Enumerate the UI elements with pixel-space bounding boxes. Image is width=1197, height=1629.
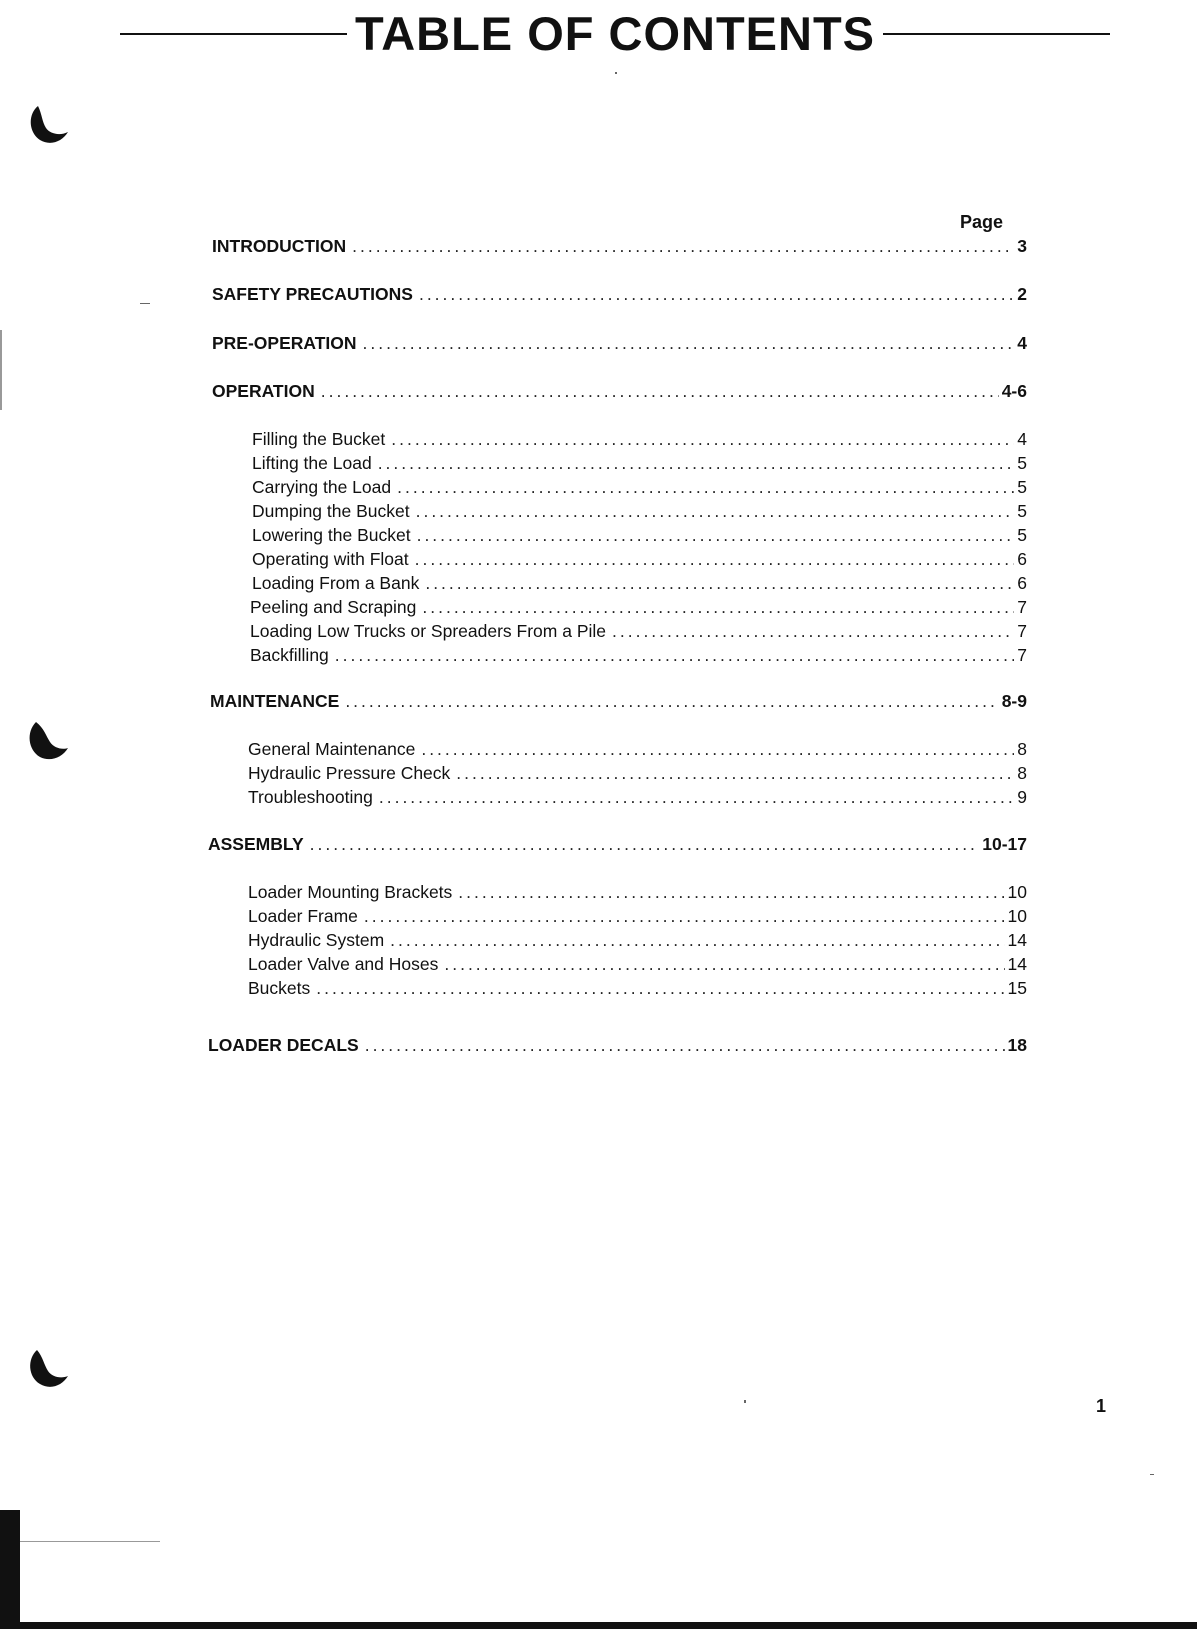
scan-line — [20, 1541, 160, 1542]
toc-leader-dots — [321, 380, 999, 402]
toc-leader-dots — [397, 476, 1014, 498]
toc-leader-dots — [417, 524, 1015, 546]
toc-entry-label: Loading From a Bank — [252, 573, 420, 593]
toc-leader-dots — [364, 905, 1005, 927]
toc-entry-operation[interactable] — [212, 380, 1027, 402]
toc-entry-label: Backfilling — [250, 645, 329, 665]
toc-entry-page: 14 — [1007, 954, 1027, 974]
toc-entry-page: 14 — [1007, 930, 1027, 950]
toc-entry-label: Carrying the Load — [252, 477, 392, 497]
scan-speck — [744, 1400, 746, 1403]
toc-entry-safety-precautions[interactable] — [212, 283, 1027, 305]
toc-entry-label: MAINTENANCE — [210, 691, 340, 711]
toc-entry-loader-decals[interactable] — [208, 1034, 1027, 1056]
toc-entry-page: 10-17 — [982, 834, 1027, 854]
toc-entry-general-maintenance[interactable] — [248, 738, 1027, 760]
toc-entry-label: Loader Valve and Hoses — [248, 954, 439, 974]
toc-entry-buckets[interactable] — [248, 977, 1027, 999]
toc-entry-label: Hydraulic Pressure Check — [248, 763, 451, 783]
toc-entry-loader-frame[interactable] — [248, 905, 1027, 927]
binder-hole-icon — [24, 102, 68, 146]
toc-leader-dots — [422, 596, 1014, 618]
toc-leader-dots — [378, 452, 1015, 474]
toc-entry-operating-with-float[interactable] — [252, 548, 1027, 570]
toc-entry-dumping-the-bucket[interactable] — [252, 500, 1027, 522]
toc-entry-page: 10 — [1007, 882, 1027, 902]
toc-entry-page: 5 — [1017, 453, 1027, 473]
toc-entry-label: INTRODUCTION — [212, 236, 347, 256]
scan-edge-left — [0, 1510, 20, 1629]
toc-entry-label: PRE-OPERATION — [212, 333, 357, 353]
toc-leader-dots — [456, 762, 1014, 784]
toc-entry-page: 4 — [1017, 429, 1027, 449]
toc-leader-dots — [316, 977, 1004, 999]
toc-leader-dots — [421, 738, 1014, 760]
binder-hole-icon — [24, 1346, 68, 1390]
toc-entry-troubleshooting[interactable] — [248, 786, 1027, 808]
toc-entry-page: 9 — [1017, 787, 1027, 807]
toc-entry-page: 10 — [1007, 906, 1027, 926]
toc-entry-peeling-and-scraping[interactable] — [250, 596, 1027, 618]
toc-entry-label: Troubleshooting — [248, 787, 373, 807]
toc-entry-loading-from-a-bank[interactable] — [252, 572, 1027, 594]
toc-entry-label: SAFETY PRECAUTIONS — [212, 284, 413, 304]
toc-entry-label: Buckets — [248, 978, 311, 998]
toc-entry-page: 4 — [1017, 333, 1027, 353]
toc-entry-loader-mounting-brackets[interactable] — [248, 881, 1027, 903]
toc-entry-label: Dumping the Bucket — [252, 501, 410, 521]
toc-entry-label: Peeling and Scraping — [250, 597, 417, 617]
toc-entry-page: 8 — [1017, 763, 1027, 783]
toc-entry-page: 8-9 — [1001, 691, 1027, 711]
toc-entry-page: 7 — [1017, 597, 1027, 617]
toc-entry-label: General Maintenance — [248, 739, 416, 759]
toc-entry-maintenance[interactable] — [210, 690, 1027, 712]
toc-entry-label: Filling the Bucket — [252, 429, 386, 449]
toc-leader-dots — [352, 235, 1014, 257]
toc-entry-filling-the-bucket[interactable] — [252, 428, 1027, 450]
toc-entry-label: ASSEMBLY — [208, 834, 304, 854]
toc-entry-label: Loader Mounting Brackets — [248, 882, 453, 902]
toc-entry-page: 7 — [1017, 645, 1027, 665]
toc-leader-dots — [416, 500, 1015, 522]
toc-entry-carrying-the-load[interactable] — [252, 476, 1027, 498]
scan-speck — [140, 303, 150, 304]
toc-entry-assembly[interactable] — [208, 833, 1027, 855]
page-number: 1 — [1096, 1396, 1107, 1416]
toc-entry-page: 8 — [1017, 739, 1027, 759]
toc-entry-backfilling[interactable] — [250, 644, 1027, 666]
toc-entry-label: LOADER DECALS — [208, 1035, 359, 1055]
toc-leader-dots — [415, 548, 1015, 570]
toc-leader-dots — [458, 881, 1004, 903]
toc-entry-pre-operation[interactable] — [212, 332, 1027, 354]
scan-speck — [1150, 1474, 1154, 1475]
toc-entry-page: 4-6 — [1001, 381, 1027, 401]
toc-entry-page: 6 — [1017, 573, 1027, 593]
toc-entry-loader-valve-and-hoses[interactable] — [248, 953, 1027, 975]
toc-entry-page: 18 — [1007, 1035, 1027, 1055]
toc-leader-dots — [391, 428, 1014, 450]
toc-entry-label: OPERATION — [212, 381, 315, 401]
toc-entry-page: 15 — [1007, 978, 1027, 998]
toc-entry-lifting-the-load[interactable] — [252, 452, 1027, 474]
toc-leader-dots — [363, 332, 1015, 354]
toc-entry-lowering-the-bucket[interactable] — [252, 524, 1027, 546]
toc-leader-dots — [335, 644, 1014, 666]
toc-entry-page: 7 — [1017, 621, 1027, 641]
toc-entry-introduction[interactable] — [212, 235, 1027, 257]
toc-leader-dots — [345, 690, 998, 712]
toc-leader-dots — [612, 620, 1014, 642]
scan-speck — [615, 72, 617, 74]
toc-leader-dots — [365, 1034, 1005, 1056]
toc-entry-page: 5 — [1017, 525, 1027, 545]
toc-leader-dots — [310, 833, 980, 855]
toc-leader-dots — [379, 786, 1014, 808]
toc-entry-page: 3 — [1017, 236, 1027, 256]
toc-entry-label: Hydraulic System — [248, 930, 385, 950]
toc-entry-label: Loading Low Trucks or Spreaders From a Pile — [250, 621, 606, 641]
toc-entry-hydraulic-pressure-check[interactable] — [248, 762, 1027, 784]
toc-entry-label: Loader Frame — [248, 906, 358, 926]
toc-entry-label: Lowering the Bucket — [252, 525, 411, 545]
scan-edge-bottom — [0, 1622, 1197, 1629]
toc-entry-page: 2 — [1017, 284, 1027, 304]
scan-edge-line — [0, 330, 2, 410]
page-column-header: Page — [960, 212, 1004, 232]
binder-hole-icon — [24, 718, 68, 762]
toc-entry-loading-low-trucks[interactable] — [250, 620, 1027, 642]
toc-leader-dots — [425, 572, 1014, 594]
toc-entry-hydraulic-system[interactable] — [248, 929, 1027, 951]
toc-entry-page: 5 — [1017, 501, 1027, 521]
toc-entry-label: Lifting the Load — [252, 453, 372, 473]
toc-leader-dots — [444, 953, 1004, 975]
toc-leader-dots — [390, 929, 1004, 951]
toc-entry-page: 5 — [1017, 477, 1027, 497]
toc-leader-dots — [419, 283, 1014, 305]
toc-entry-page: 6 — [1017, 549, 1027, 569]
page-title: TABLE OF CONTENTS — [354, 6, 876, 60]
toc-entry-label: Operating with Float — [252, 549, 409, 569]
